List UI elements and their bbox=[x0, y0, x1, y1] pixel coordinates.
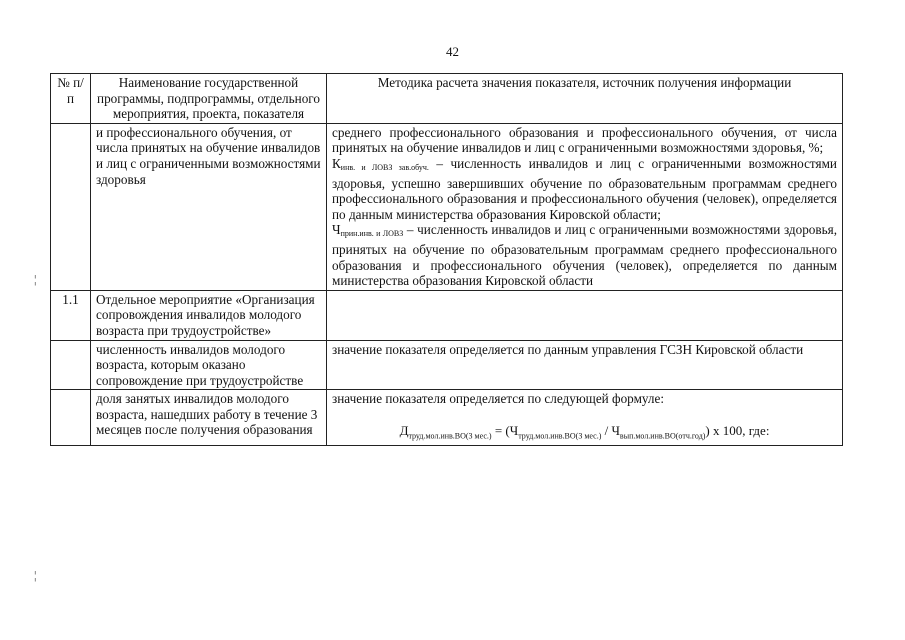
ch-definition: – численность инвалидов и лиц с ограниченными возможностями здоровья, принятых на обучение по образовательным программам среднего профессионального образования и профессионального обучения (человек), определяется по данным министерства образования Кировской области bbox=[332, 222, 838, 289]
method-paragraph bbox=[332, 156, 837, 222]
margin-mark: ¦ bbox=[34, 272, 37, 286]
table-header-row bbox=[51, 74, 843, 124]
formula-slash: / Ч bbox=[601, 422, 620, 438]
formula-d: Д bbox=[399, 422, 409, 438]
row-num: 1.1 bbox=[51, 290, 91, 340]
row-method bbox=[327, 123, 843, 290]
header-method: Методика расчета значения показателя, источник получения информации bbox=[327, 74, 843, 124]
method-paragraph bbox=[332, 222, 837, 288]
margin-mark: ¦ bbox=[34, 568, 37, 582]
k-symbol: К bbox=[332, 155, 341, 171]
table-row bbox=[51, 290, 843, 340]
k-definition: – численность инвалидов и лиц с ограниченными возможностями здоровья, успешно завершивших обучение по образовательным программам среднего профессионального образования и профессионального обучения (человек), определяется по данным министерства образования Кировской области; bbox=[332, 155, 837, 222]
row-num bbox=[51, 123, 91, 290]
row-name: и профессионального обучения, от числа принятых на обучение инвалидов и лиц с ограниченными возможностями здоровья bbox=[91, 123, 327, 290]
ch-subscript: прин.инв. и ЛОВЗ bbox=[340, 229, 404, 239]
row-method bbox=[327, 290, 843, 340]
row-name: численность инвалидов молодого возраста, которым оказано сопровождение при трудоустройстве bbox=[91, 340, 327, 390]
table-row bbox=[51, 340, 843, 390]
row-method: значение показателя определяется по данным управления ГСЗН Кировской области bbox=[327, 340, 843, 390]
row-name: доля занятых инвалидов молодого возраста, нашедших работу в течение 3 месяцев после получения образования bbox=[91, 390, 327, 446]
indicator-table bbox=[50, 73, 843, 446]
k-subscript: инв. и ЛОВЗ зав.обуч. bbox=[340, 162, 429, 172]
page-number: 42 bbox=[446, 44, 459, 59]
formula bbox=[332, 423, 837, 444]
formula-ch2-subscript: вып.мол.инв.ВО(отч.год) bbox=[619, 431, 706, 441]
row-name: Отдельное мероприятие «Организация сопровождения инвалидов молодого возраста при трудоустройстве» bbox=[91, 290, 327, 340]
table-row bbox=[51, 123, 843, 290]
method-text: значение показателя определяется по следующей формуле: bbox=[332, 391, 665, 407]
formula-ch1-subscript: труд.мол.инв.ВО(3 мес.) bbox=[518, 431, 602, 441]
formula-tail: ) x 100, где: bbox=[705, 422, 770, 438]
formula-eq: = (Ч bbox=[491, 422, 519, 438]
header-name: Наименование государственной программы, подпрограммы, отдельного мероприятия, проекта, показателя bbox=[91, 74, 327, 124]
row-num bbox=[51, 390, 91, 446]
row-num bbox=[51, 340, 91, 390]
header-num: № п/п bbox=[51, 74, 91, 124]
table-row bbox=[51, 390, 843, 446]
formula-d-subscript: труд.мол.инв.ВО(3 мес.) bbox=[408, 431, 492, 441]
ch-symbol: Ч bbox=[332, 222, 341, 238]
row-method bbox=[327, 390, 843, 446]
method-paragraph: среднего профессионального образования и профессионального обучения, от числа принятых на обучение инвалидов и лиц с ограниченными возможностями здоровья, %; bbox=[332, 124, 837, 156]
